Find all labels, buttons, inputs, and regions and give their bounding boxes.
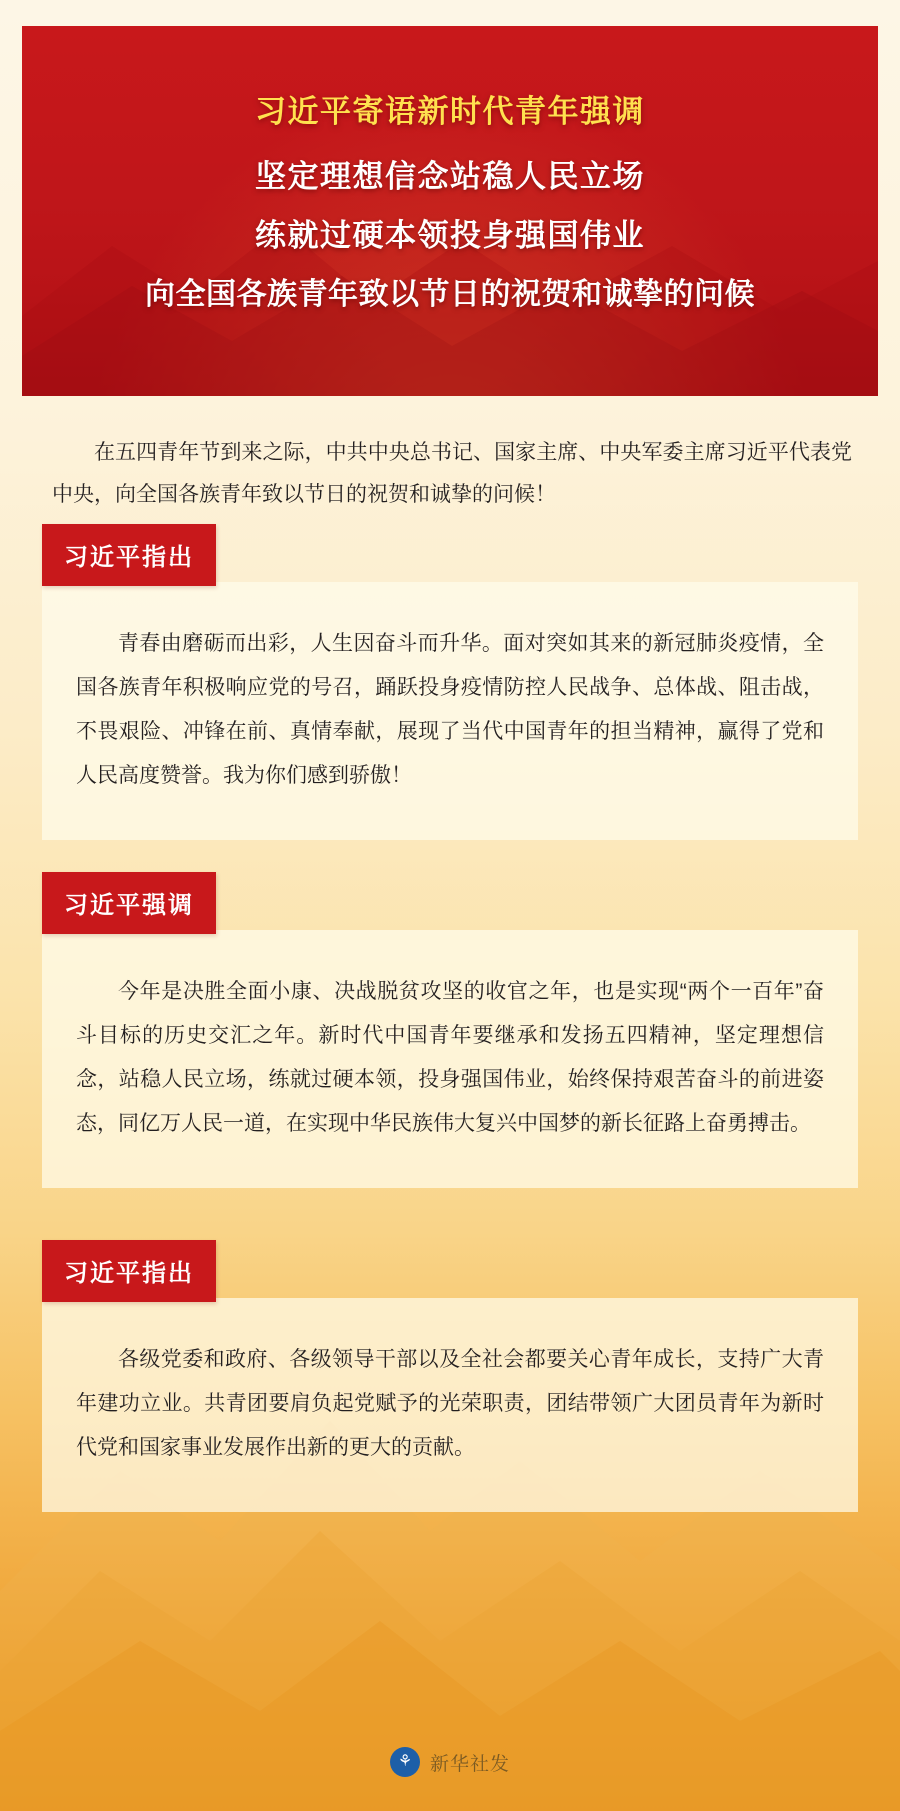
headline-banner <box>22 26 878 396</box>
xinhua-logo-icon <box>390 1747 420 1777</box>
section-1-tag: 习近平指出 <box>42 524 216 586</box>
banner-text-block <box>22 26 878 324</box>
xinhua-logo-glyph: ⚘ <box>397 1753 413 1770</box>
lead-paragraph: 在五四青年节到来之际，中共中央总书记、国家主席、中央军委主席习近平代表党中央，向全国各族青年致以节日的祝贺和诚挚的问候！ <box>52 441 852 506</box>
quote-section-1 <box>42 524 858 840</box>
section-3-body <box>42 1298 858 1512</box>
headline-line-3: 练就过硬本领投身强国伟业 <box>255 218 645 253</box>
footer-credit-text: 新华社发 <box>429 1753 510 1775</box>
section-2-body <box>42 930 858 1188</box>
quote-section-3 <box>42 1240 858 1512</box>
quote-section-2 <box>42 872 858 1188</box>
section-2-paragraph: 今年是决胜全面小康、决战脱贫攻坚的收官之年，也是实现“两个一百年”奋斗目标的历史交汇之年。新时代中国青年要继承和发扬五四精神，坚定理想信念，站稳人民立场，练就过硬本领，投身强国伟业，始终保持艰苦奋斗的前进姿态，同亿万人民一道，在实现中华民族伟大复兴中国梦的新长征路上奋勇搏击。 <box>76 980 824 1135</box>
headline-line-4: 向全国各族青年致以节日的祝贺和诚挚的问候 <box>145 278 755 311</box>
section-1-paragraph: 青春由磨砺而出彩，人生因奋斗而升华。面对突如其来的新冠肺炎疫情，全国各族青年积极响应党的号召，踊跃投身疫情防控人民战争、总体战、阻击战，不畏艰险、冲锋在前、真情奉献，展现了当代中国青年的担当精神，赢得了党和人民高度赞誉。我为你们感到骄傲！ <box>76 632 824 787</box>
section-2-tag: 习近平强调 <box>42 872 216 934</box>
headline-line-2: 坚定理想信念站稳人民立场 <box>255 159 645 194</box>
section-3-paragraph: 各级党委和政府、各级领导干部以及全社会都要关心青年成长，支持广大青年建功立业。共青团要肩负起党赋予的光荣职责，团结带领广大团员青年为新时代党和国家事业发展作出新的更大的贡献。 <box>76 1348 824 1459</box>
headline-line-1: 习近平寄语新时代青年强调 <box>255 94 645 129</box>
section-1-body <box>42 582 858 840</box>
section-3-tag: 习近平指出 <box>42 1240 216 1302</box>
footer-credit <box>0 1747 900 1777</box>
